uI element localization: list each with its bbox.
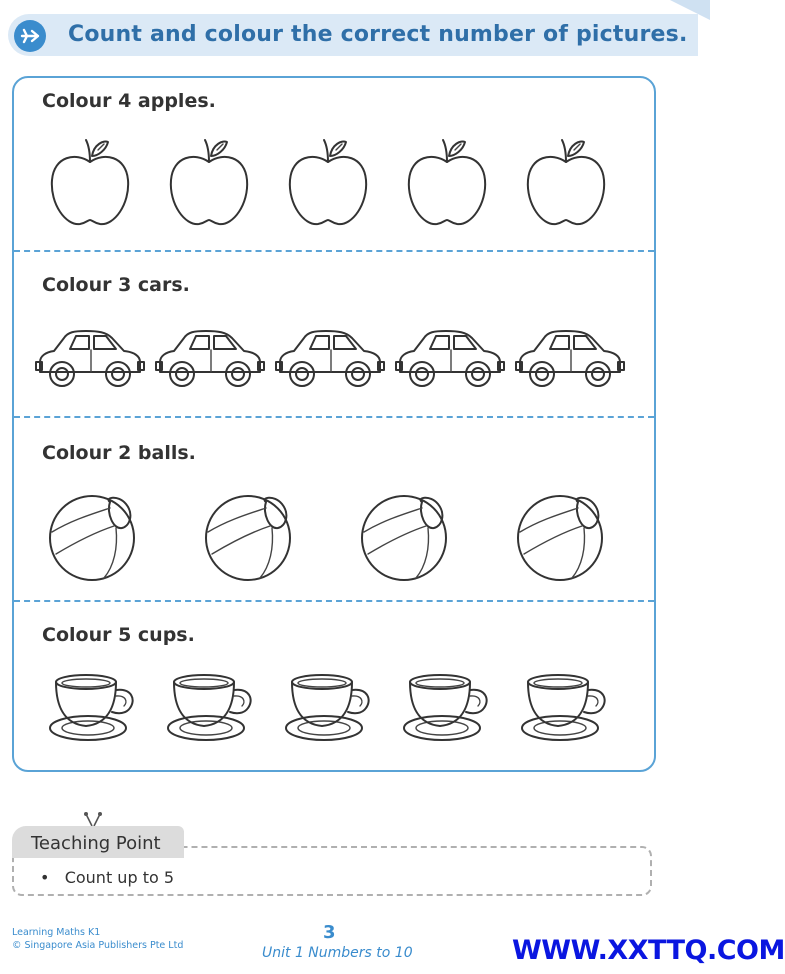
teaching-point-text: Count up to 5 (64, 868, 175, 887)
car-icon[interactable] (274, 328, 386, 392)
watermark: WWW.XXTTQ.COM (512, 935, 785, 966)
ball-icon[interactable] (48, 492, 138, 582)
cup-icon[interactable] (282, 672, 374, 746)
row-label-cups: Colour 5 cups. (42, 624, 195, 646)
row-divider (14, 600, 654, 602)
book-title: Learning Maths K1 (12, 927, 101, 938)
apple-icon[interactable] (522, 134, 610, 230)
apple-icon[interactable] (165, 134, 253, 230)
cup-icon[interactable] (400, 672, 492, 746)
cup-icon[interactable] (164, 672, 256, 746)
teaching-point-title: Teaching Point (31, 833, 161, 854)
car-icon[interactable] (394, 328, 506, 392)
row-divider (14, 416, 654, 418)
row-label-cars: Colour 3 cars. (42, 274, 190, 296)
car-icon[interactable] (34, 328, 146, 392)
car-icon[interactable] (154, 328, 266, 392)
ball-icon[interactable] (516, 492, 606, 582)
row-divider (14, 250, 654, 252)
airplane-icon (14, 20, 46, 52)
car-icon[interactable] (514, 328, 626, 392)
apple-icon[interactable] (46, 134, 134, 230)
row-label-apples: Colour 4 apples. (42, 90, 216, 112)
teaching-point-bullet (40, 868, 174, 887)
page-title: Count and colour the correct number of pictures. (68, 22, 688, 47)
exercise-panel (12, 76, 656, 772)
bullet-dot: • (40, 868, 65, 887)
unit-title: Unit 1 Numbers to 10 (262, 945, 413, 961)
apple-icon[interactable] (403, 134, 491, 230)
copyright: © Singapore Asia Publishers Pte Ltd (12, 940, 184, 951)
ball-icon[interactable] (360, 492, 450, 582)
row-label-balls: Colour 2 balls. (42, 442, 196, 464)
page-number: 3 (323, 922, 336, 943)
cup-icon[interactable] (46, 672, 138, 746)
cup-icon[interactable] (518, 672, 610, 746)
footer-credits (12, 926, 183, 952)
apple-icon[interactable] (284, 134, 372, 230)
ball-icon[interactable] (204, 492, 294, 582)
